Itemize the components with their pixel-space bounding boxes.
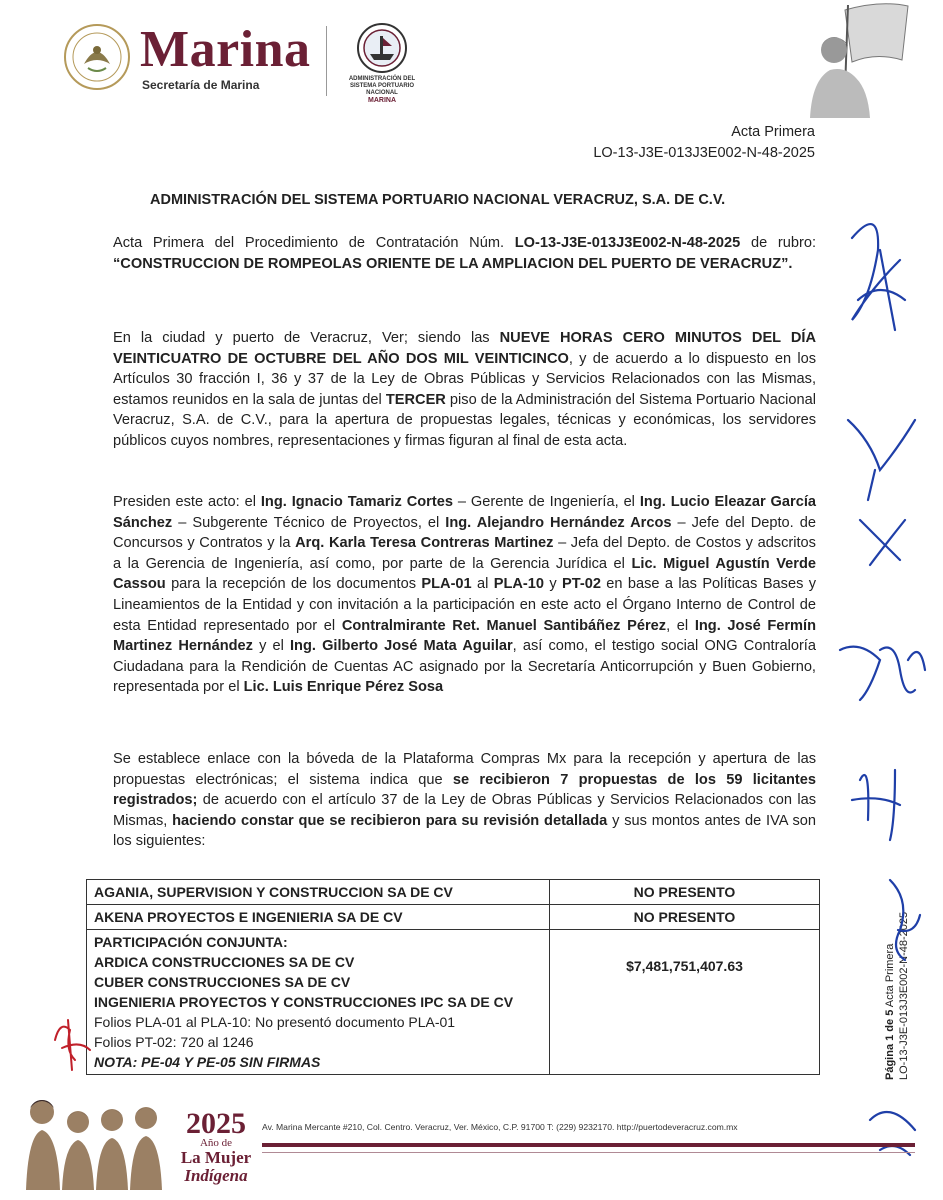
footer-address: Av. Marina Mercante #210, Col. Centro. Veracruz, Ver. México, C.P. 91700 T: (229) 9232170. http://puertodeveracruz.com.mx [262,1122,738,1132]
brand-block [140,21,311,92]
meeting-time: NUEVE HORAS CERO MINUTOS DEL DÍA VEINTICUATRO DE OCTUBRE DEL AÑO DOS MIL VEINTICINCO [113,330,816,367]
heroine-flag-illustration [790,0,915,118]
port-caption: ADMINISTRACIÓN DEL SISTEMA PORTUARIO NACIONAL [348,76,416,96]
text: Presiden este acto: el [113,494,261,510]
text: al [471,576,494,593]
paragraph-attendees [113,492,816,698]
signature-1 [852,224,905,330]
text: piso de la Administración del Sistema Portuario Nacional Veracruz, S.A. de C.V., para la apertura de propuestas legales, técnicas y económicas, los servidores públicos cuyos nombres, representaciones y firmas figuran al final de esta acta. [113,391,816,449]
company-name: CUBER CONSTRUCCIONES SA DE CV [94,974,351,990]
attendee-name: Ing. Gilberto José Mata Aguilar [290,638,513,655]
year-number: 2025 [186,1107,246,1140]
proposal-amount: $7,481,751,407.63 [626,958,743,974]
port-caption-marina: MARINA [368,97,396,104]
signature-2 [848,420,915,500]
acta-reference [593,122,815,164]
acta-code: LO-13-J3E-013J3E002-N-48-2025 [593,145,815,161]
text: de rubro: [740,235,817,251]
proposal-note: NOTA: PE-04 Y PE-05 SIN FIRMAS [94,1054,321,1070]
procedure-code: LO-13-J3E-013J3E002-N-48-2025 [514,235,741,251]
year-badge [176,1107,256,1185]
document-code: PT-02 [562,576,601,593]
status-cell: NO PRESENTO [550,905,820,930]
proposals-count: se recibieron 7 propuestas de los 59 licitantes registrados; [113,771,816,809]
text: En la ciudad y puerto de Veracruz, Ver; siendo las [113,330,500,346]
text: en base a las Políticas Bases y Lineamientos de la Entidad y con invitación a la participación en este acto el Órgano Interno de Control de esta Entidad representado por el [113,576,817,634]
year-subtitle: Indígena [184,1166,248,1185]
brand-subtitle: Secretaría de Marina [142,78,260,92]
meeting-floor: TERCER [385,391,446,408]
year-subtitle: La Mujer [180,1148,252,1167]
signature-5 [852,770,900,840]
text: , así como, el testigo social ONG Contraloría Ciudadana para la Rendición de Cuentas AC asignado por la Secretaría Anticorrupción y Buen Gobierno, representada por el [113,638,816,696]
status-cell: NO PRESENTO [550,880,820,905]
table-row [87,905,820,930]
signature-4 [840,647,925,700]
attendee-name: Ing. Lucio Eleazar García Sánchez [113,494,816,531]
joint-participation-label: PARTICIPACIÓN CONJUNTA: [94,934,288,950]
page-side-label [883,912,911,1080]
text: para la recepción de los documentos [165,576,422,593]
table-row [87,930,820,1075]
attendee-name: Lic. Miguel Agustín Verde Cassou [113,555,817,593]
amount-cell [550,930,820,1075]
side-acta-code: LO-13-J3E-013J3E002-N-48-2025 [898,911,910,1080]
document-code: PLA-10 [493,576,544,593]
text: – Jefa del Depto. de Costos y adscritos a la Gerencia de Ingeniería, así como, por parte de la Gerencia Jurídica el [113,535,816,572]
attendee-name: Ing. José Fermín Martinez Hernández [113,617,817,655]
attendee-name: Ing. Ignacio Tamariz Cortes [260,494,453,510]
text: – Jefe del Depto. de Concursos y Contratos y la [113,514,816,552]
signature-3 [860,520,905,565]
side-acta-label: Acta Primera [884,943,896,1010]
text: y [544,576,562,593]
text: , y de acuerdo a lo dispuesto en los Artículos 30 fracción I, 36 y 37 de la Ley de Obras Públicas y Servicios Relacionados con las Mismas, estamos reunidos en la sala de juntas del [113,350,816,408]
signature-7 [870,1112,915,1155]
paragraph-meeting [113,328,816,452]
company-cell [87,930,550,1075]
text: de acuerdo con el artículo 37 de la Ley de Obras Públicas y Servicios Relacionados con las Mismas, [113,792,816,829]
mexico-seal-icon [62,22,132,92]
company-cell: AGANIA, SUPERVISION Y CONSTRUCCION SA DE CV [87,880,550,905]
header-divider [326,26,327,96]
company-cell: AKENA PROYECTOS E INGENIERIA SA DE CV [87,905,550,930]
year-subtitle: Año de [199,1137,233,1149]
folios-pla: Folios PLA-01 al PLA-10: No presentó documento PLA-01 [94,1014,456,1030]
text: Se establece enlace con la bóveda de la Plataforma Compras Mx para la recepción y apertura de las propuestas electrónicas; el sistema indica que [113,751,816,788]
document-code: PLA-01 [421,576,472,593]
footer-rule-thin [262,1152,915,1153]
attendee-name: Arq. Karla Teresa Contreras Martinez [295,535,554,552]
footer-rule [262,1143,915,1147]
table-row [87,880,820,905]
procedure-rubro: “CONSTRUCCION DE ROMPEOLAS ORIENTE DE LA AMPLIACION DEL PUERTO DE VERACRUZ”. [113,255,793,272]
text: , el [666,617,695,634]
text: Acta Primera del Procedimiento de Contratación Núm. [113,235,515,251]
company-name: ARDICA CONSTRUCCIONES SA DE CV [94,954,355,970]
attendee-name: Lic. Luis Enrique Pérez Sosa [243,679,444,696]
document-title: ADMINISTRACIÓN DEL SISTEMA PORTUARIO NACIONAL VERACRUZ, S.A. DE C.V. [150,192,726,208]
port-emblem-icon [356,22,408,74]
acta-label: Acta Primera [731,124,815,140]
port-logo [337,22,427,104]
attendee-name: Contralmirante Ret. Manuel Santibáñez Pérez [341,617,667,634]
indigenous-women-illustration [20,1090,170,1190]
attendee-name: Ing. Alejandro Hernández Arcos [445,514,672,531]
text: – Subgerente Técnico de Proyectos, el [172,514,446,531]
text: – Gerente de Ingeniería, el [452,494,640,510]
brand-name: Marina [140,21,311,78]
proposals-table [86,879,820,1075]
page-number: Página 1 de 5 [884,1009,896,1080]
text: y sus montos antes de IVA son los siguientes: [113,812,817,850]
paragraph-procedure [113,233,816,274]
signature-red [55,1020,90,1070]
proposals-statement: haciendo constar que se recibieron para su revisión detallada [172,812,608,829]
folios-pt: Folios PT-02: 720 al 1246 [94,1034,254,1050]
paragraph-proposals [113,749,816,852]
company-name: INGENIERIA PROYECTOS Y CONSTRUCCIONES IPC SA DE CV [94,994,514,1010]
text: y el [252,638,290,655]
